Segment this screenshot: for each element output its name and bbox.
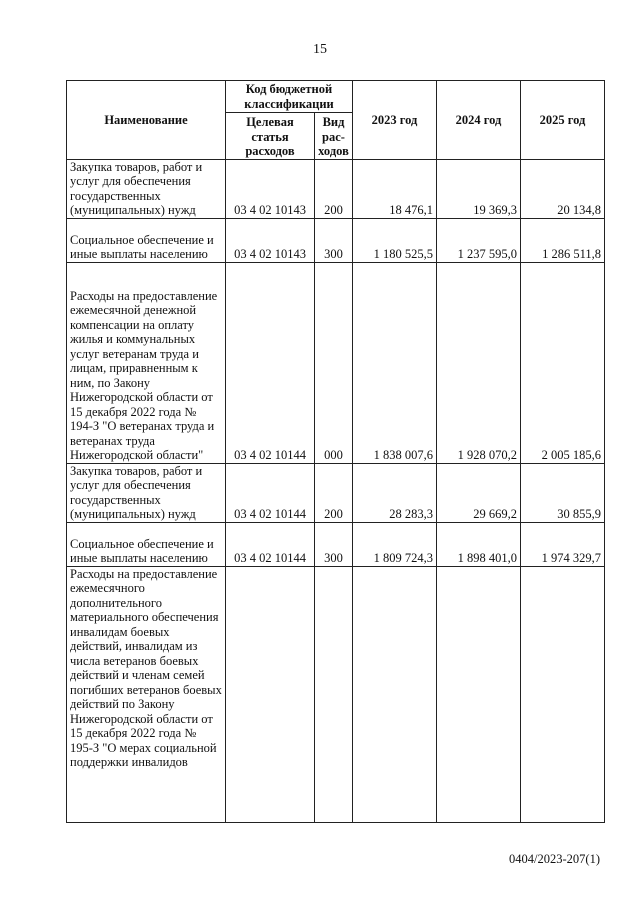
row-2025: 1 974 329,7 [521,522,605,566]
row-name: Закупка товаров, работ и услуг для обеспечения государственных (муниципальных) нужд [67,159,226,218]
row-name: Расходы на предоставление ежемесячного дополнительного материального обеспечения инвалидам боевых действий, инвалидам из числа ветеранов боевых действий и членам семей погибших ветеранов боевых действий по Закону Нижегородской области от 15 декабря 2022 года № 195-З "О мерах социальной поддержки инвалидов [67,566,226,822]
page-number: 15 [313,42,327,57]
row-2024: 1 928 070,2 [437,262,521,463]
row-2024: 19 369,3 [437,159,521,218]
document-code: 0404/2023-207(1) [509,852,600,866]
row-2023: 28 283,3 [353,463,437,522]
row-code: 03 4 02 10144 [226,522,315,566]
table-row [67,159,605,218]
row-2025: 30 855,9 [521,463,605,522]
header-target-article: Целевая статья расходов [226,113,315,160]
row-name: Расходы на предоставление ежемесячной денежной компенсации на оплату жилья и коммунальных услуг ветеранам труда и лицам, приравненным к ним, по Закону Нижегородской области от 15 декабря 2022 года № 194-З "О ветеранах труда и ветеранах труда Нижегородской области" [67,262,226,463]
header-2024: 2024 год [437,81,521,160]
row-2024: 29 669,2 [437,463,521,522]
row-2025: 2 005 185,6 [521,262,605,463]
row-code: 03 4 02 10144 [226,463,315,522]
header-budget-code: Код бюджетной классификации [226,81,353,113]
row-2023: 1 838 007,6 [353,262,437,463]
row-expense-type: 300 [315,218,353,262]
row-code: 03 4 02 10143 [226,218,315,262]
row-2025: 1 286 511,8 [521,218,605,262]
row-expense-type: 200 [315,463,353,522]
budget-table-container [66,80,605,823]
row-2024: 1 237 595,0 [437,218,521,262]
row-expense-type: 000 [315,262,353,463]
budget-table [66,80,605,823]
table-row [67,463,605,522]
row-2024: 1 898 401,0 [437,522,521,566]
row-code: 03 4 02 10144 [226,262,315,463]
row-2023: 1 809 724,3 [353,522,437,566]
header-2025: 2025 год [521,81,605,160]
table-row [67,566,605,822]
row-expense-type [315,566,353,822]
row-2024 [437,566,521,822]
row-code [226,566,315,822]
row-2025 [521,566,605,822]
row-2023: 1 180 525,5 [353,218,437,262]
row-expense-type: 200 [315,159,353,218]
table-row [67,262,605,463]
row-2025: 20 134,8 [521,159,605,218]
row-name: Социальное обеспечение и иные выплаты населению [67,218,226,262]
table-row [67,522,605,566]
header-expense-type: Вид рас-ходов [315,113,353,160]
row-expense-type: 300 [315,522,353,566]
row-2023: 18 476,1 [353,159,437,218]
row-code: 03 4 02 10143 [226,159,315,218]
row-name: Социальное обеспечение и иные выплаты населению [67,522,226,566]
header-2023: 2023 год [353,81,437,160]
header-name: Наименование [67,81,226,160]
row-2023 [353,566,437,822]
row-name: Закупка товаров, работ и услуг для обеспечения государственных (муниципальных) нужд [67,463,226,522]
table-row [67,218,605,262]
